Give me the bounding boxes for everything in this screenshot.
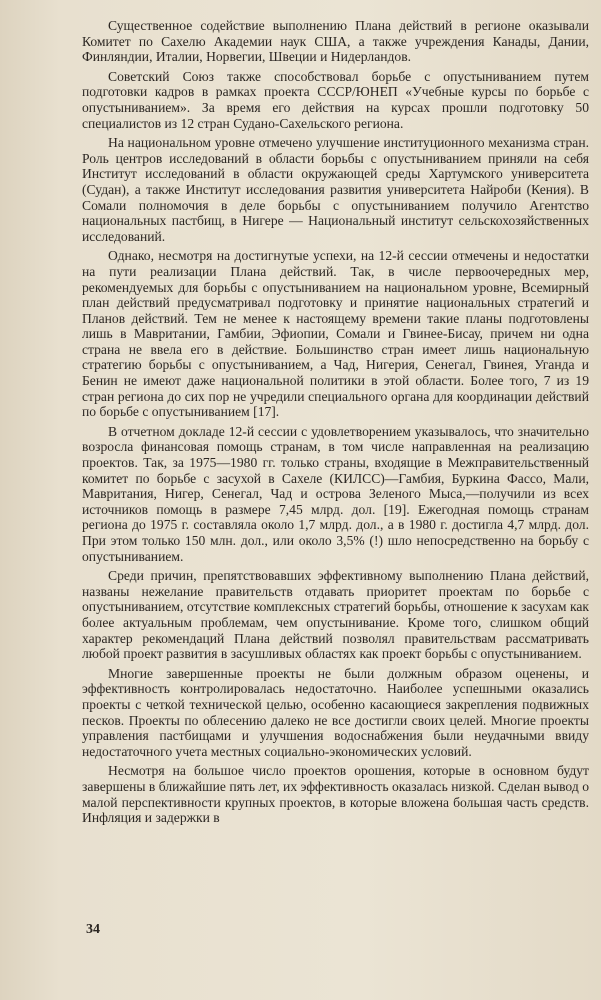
paragraph: Существенное содействие выполнению Плана действий в регионе оказывали Комитет по Сахелю Академии наук США, а также учреждения Канады, Дании, Финляндии, Италии, Норвегии, Швеции и Нидерландов. bbox=[82, 18, 589, 65]
paragraph: Многие завершенные проекты не были должным образом оценены, и эффективность контролировалась недостаточно. Наиболее успешными оказались проекты с четкой технической целью, особенно касающиеся закрепления подвижных песков. Проекты по облесению далеко не все достигли своих целей. Многие проекты управления пастбищами и улучшения водоснабжения были неудачными ввиду недостаточного учета местных социально-экономических условий. bbox=[82, 665, 589, 759]
page-number: 34 bbox=[86, 922, 100, 937]
paragraph: Несмотря на большое число проектов орошения, которые в основном будут завершены в ближайшие пять лет, их эффективность оказалась низкой. Сделан вывод о малой перспективности крупных проектов, в которые вложена большая часть средств. Инфляция и задержки в bbox=[82, 763, 589, 826]
paragraph: Советский Союз также способствовал борьбе с опустыниванием путем подготовки кадров в рамках проекта СССР/ЮНЕП «Учебные курсы по борьбе с опустыниванием». За время его действия на курсах прошли подготовку 50 специалистов из 12 стран Судано-Сахельского региона. bbox=[82, 68, 589, 131]
paragraph: На национальном уровне отмечено улучшение институционного механизма стран. Роль центров исследований в области борьбы с опустыниванием приняли на себя Институт исследований в области окружающей среды Хартумского университета (Судан), а также Институт исследования развития университета Найроби (Кения). В Сомали полномочия в деле борьбы с опустыниванием получило Агентство национальных пастбищ, в Нигере — Национальный институт сельскохозяйственных исследований. bbox=[82, 135, 589, 244]
paragraph: Среди причин, препятствовавших эффективному выполнению Плана действий, названы нежелание правительств отдавать приоритет проектам по борьбе с опустыниванием, отсутствие комплексных стратегий борьбы, отношение к засухам как более актуальным проблемам, чем опустынивание. Кроме того, слишком общий характер рекомендаций Плана действий позволял правительствам рассматривать любой проект развития в засушливых областях как проект борьбы с опустыниванием. bbox=[82, 568, 589, 662]
paragraph: Однако, несмотря на достигнутые успехи, на 12-й сессии отмечены и недостатки на пути реализации Плана действий. Так, в числе первоочередных мер, рекомендуемых для борьбы с опустыниванием на национальном уровне, Всемирный план действий предусматривал подготовку и принятие национальных стратегий и Планов действий. Тем не менее к настоящему времени такие планы подготовлены лишь в Мавритании, Гамбии, Эфиопии, Сомали и Гвинее-Бисау, причем ни одна страна не ввела его в действие. Большинство стран имеет лишь национальную стратегию борьбы с опустыниванием, а Чад, Нигерия, Сенегал, Гвинея, Уганда и Бенин не имеют даже национальной политики в этой области. Более того, 7 из 19 стран региона до сих пор не учредили специального органа для координации действий по борьбе с опустыниванием [17]. bbox=[82, 248, 589, 420]
paragraph: В отчетном докладе 12-й сессии с удовлетворением указывалось, что значительно возросла финансовая помощь странам, в том числе направленная на реализацию проектов. Так, за 1975—1980 гг. только страны, входящие в Межправительственный комитет по борьбе с засухой в Сахеле (КИЛСС)—Гамбия, Буркина Фассо, Мали, Мавритания, Нигер, Сенегал, Чад и острова Зеленого Мыса,—получили из всех источников помощь в размере 7,45 млрд. дол. [19]. Ежегодная помощь странам региона до 1975 г. составляла около 1,7 млрд. дол., а в 1980 г. достигла 4,7 млрд. дол. При этом только 150 млн. дол., или около 3,5% (!) шло непосредственно на борьбу с опустыниванием. bbox=[82, 423, 589, 564]
